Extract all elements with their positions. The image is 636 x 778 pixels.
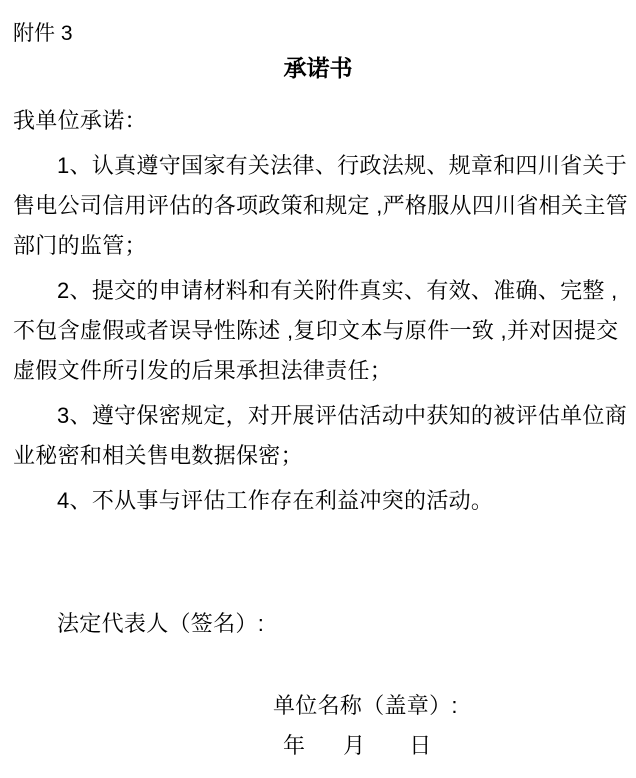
unit-seal-label: 单位名称（盖章）: — [273, 693, 458, 718]
document-body — [13, 101, 628, 521]
date-month-label: 月 — [343, 733, 366, 758]
body-line: 2、提交的申请材料和有关附件真实、有效、准确、完整 , — [57, 278, 618, 303]
body-line: 虚假文件所引发的后果承担法律责任； — [13, 358, 393, 383]
body-line: 售电公司信用评估的各项政策和规定 ,严格服从四川省相关主管 — [13, 193, 628, 218]
body-line: 不包含虚假或者误导性陈述 ,复印文本与原件一致 ,并对因提交 — [13, 318, 619, 343]
document-title: 承诺书 — [283, 55, 353, 81]
attachment-label: 附件 3 — [13, 22, 73, 45]
body-line: 4、不从事与评估工作存在利益冲突的活动。 — [57, 488, 494, 513]
body-line: 1、认真遵守国家有关法律、行政法规、规章和四川省关于 — [57, 153, 628, 178]
date-year-label: 年 — [283, 733, 306, 758]
body-line: 部门的监管； — [13, 233, 147, 258]
body-line: 3、遵守保密规定，对开展评估活动中获知的被评估单位商 — [57, 403, 628, 428]
date-line — [283, 726, 431, 766]
legal-representative-signature-label: 法定代表人（签名）: — [57, 611, 265, 636]
date-day-label: 日 — [409, 733, 432, 758]
body-line: 业秘密和相关售电数据保密； — [13, 443, 303, 468]
body-line: 我单位承诺： — [13, 108, 147, 133]
